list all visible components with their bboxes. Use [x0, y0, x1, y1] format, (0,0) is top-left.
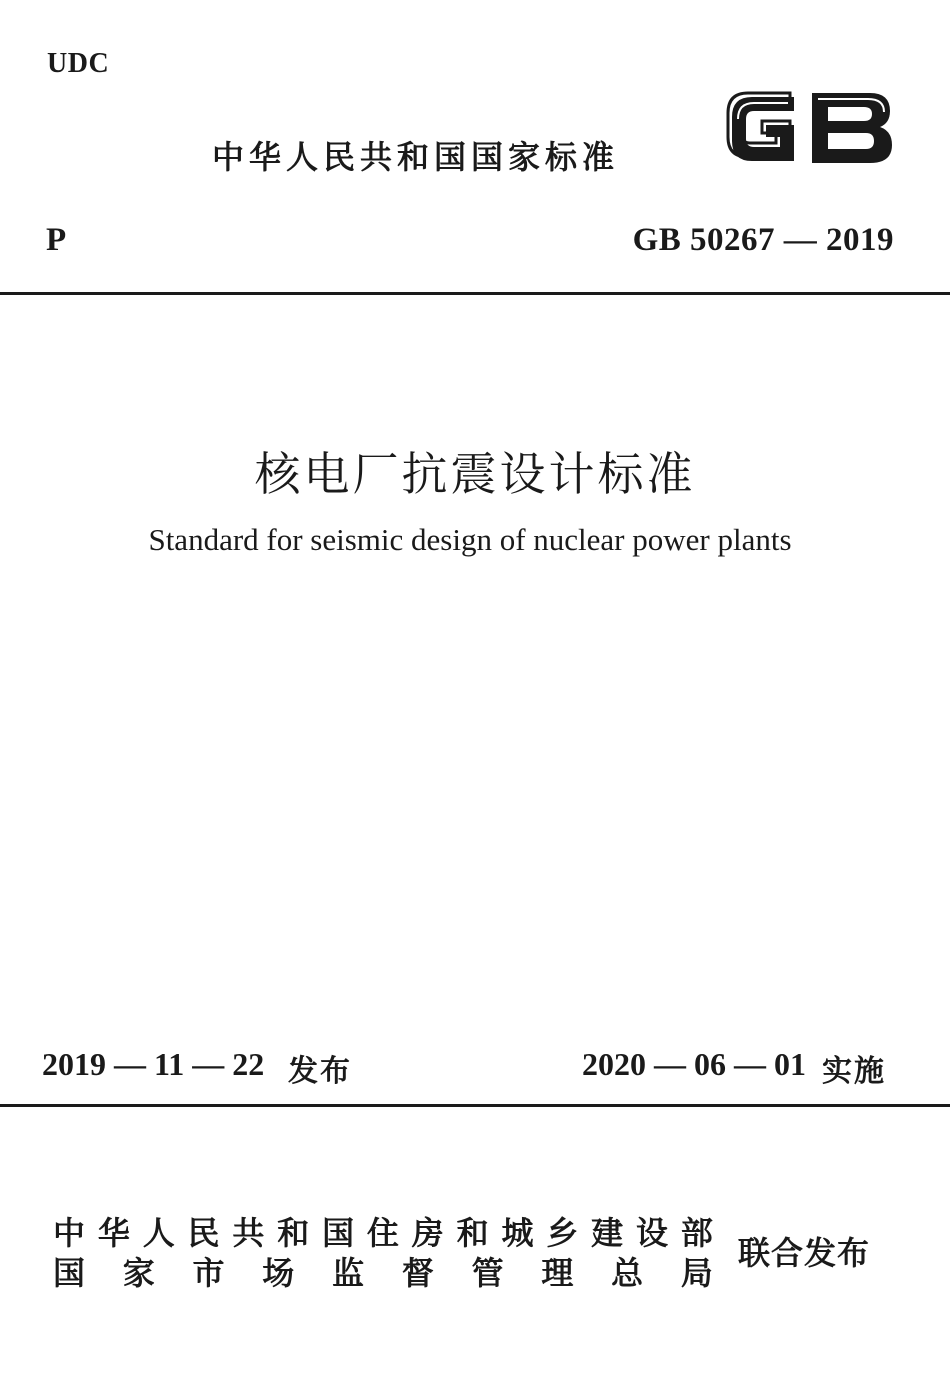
title-chinese: 核电厂抗震设计标准	[254, 447, 696, 501]
issuer-char: 部	[680, 1214, 713, 1252]
issuer-char: 住	[366, 1214, 399, 1252]
issuer-line-2	[53, 1248, 713, 1294]
issuer-char: 建	[591, 1214, 624, 1252]
issuer-char: 局	[680, 1254, 713, 1292]
issuer-char: 人	[142, 1214, 175, 1252]
issuer-char: 华	[97, 1214, 130, 1252]
issuer-char: 国	[53, 1254, 86, 1292]
issuer-char: 管	[471, 1254, 504, 1292]
issuer-char: 监	[332, 1254, 365, 1292]
issuer-char: 共	[232, 1214, 265, 1252]
implementation-date: 2020 — 06 — 01	[582, 1046, 806, 1082]
issuer-char: 场	[262, 1254, 295, 1292]
classification-code: P	[46, 222, 67, 258]
issuer-char: 中	[53, 1214, 86, 1252]
issuer-char: 总	[611, 1254, 644, 1292]
issuer-char: 督	[401, 1254, 434, 1292]
standard-category: 中华人民共和国国家标准	[212, 138, 620, 176]
issuer-char: 国	[322, 1214, 355, 1252]
issuer-char: 和	[277, 1214, 310, 1252]
issuer-char: 乡	[546, 1214, 579, 1252]
issuer-char: 和	[456, 1214, 489, 1252]
issue-date: 2019 — 11 — 22	[42, 1046, 265, 1082]
title-english: Standard for seismic design of nuclear power plants	[148, 522, 792, 557]
issuer-char: 市	[192, 1254, 225, 1292]
standard-number: GB 50267 — 2019	[632, 222, 894, 258]
implementation-label: 实施	[822, 1054, 886, 1089]
top-divider	[0, 292, 950, 295]
bottom-divider	[0, 1104, 950, 1107]
issue-label: 发布	[288, 1054, 352, 1089]
issuer-char: 城	[501, 1214, 534, 1252]
issuer-char: 家	[122, 1254, 155, 1292]
gb-logo-icon	[722, 83, 898, 173]
joint-issue-label: 联合发布	[738, 1234, 871, 1272]
issuer-char: 设	[635, 1214, 668, 1252]
udc-label: UDC	[47, 48, 110, 79]
issuer-char: 民	[187, 1214, 220, 1252]
issuer-char: 理	[541, 1254, 574, 1292]
issuer-char: 房	[411, 1214, 444, 1252]
